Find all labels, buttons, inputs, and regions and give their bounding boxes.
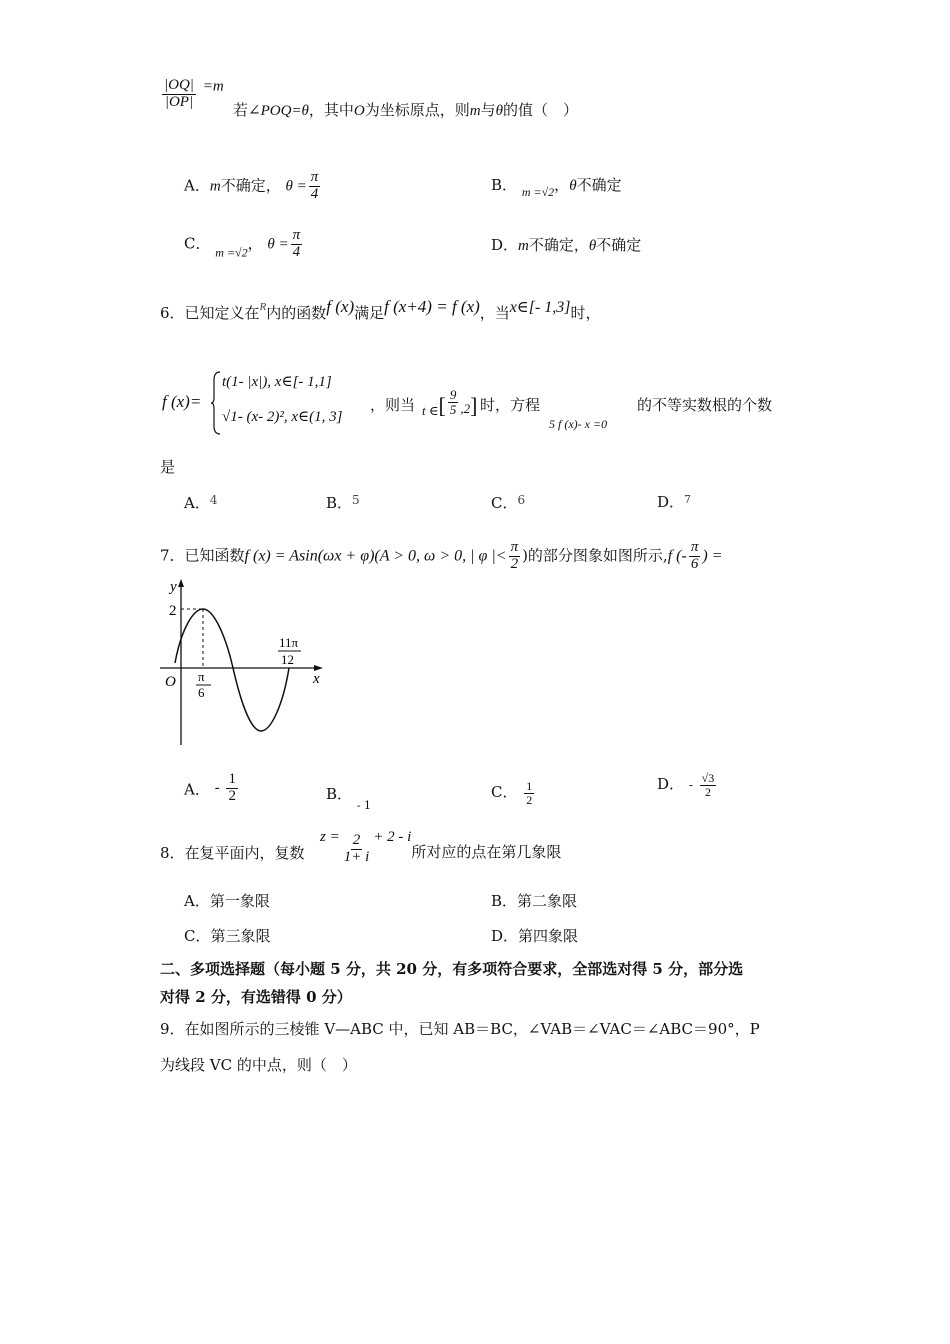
q6-option-b-value: 5	[352, 493, 360, 507]
q7-option-a-sign: -	[214, 778, 220, 797]
q6-r: R	[259, 301, 267, 313]
q8-expr	[320, 830, 561, 865]
q5-ratio-num: |OQ|	[164, 77, 194, 93]
q8-frac-num: 2	[352, 831, 361, 848]
q7-x-tick-num: π	[198, 669, 205, 684]
q8-option-d[interactable]	[491, 929, 578, 944]
q7-origin: O	[165, 674, 176, 690]
q5-option-a-den: 4	[310, 185, 319, 202]
q6-t-range: t ∈[ $\frac{9}{5}$ ,2]	[422, 387, 478, 419]
q5-option-b-theta: θ	[569, 178, 577, 194]
q7-x-label: x	[313, 671, 320, 687]
q6-option-a-label: A．	[184, 494, 210, 512]
q7-option-c-label: C．	[491, 783, 518, 802]
q8-option-d-label: D．	[491, 927, 519, 945]
q7-option-c-den: 2	[526, 792, 533, 807]
q7-option-b[interactable]	[326, 787, 371, 811]
q6-option-c-label: C．	[491, 494, 518, 512]
q7-graph	[155, 575, 335, 750]
q5-ratio-den: |OP|	[164, 93, 194, 110]
section2-heading-line1: 二、多项选择题（每小题 5 分，共 20 分，有多项符合要求，全部选对得 5 分，部分选	[160, 960, 744, 978]
q6-t1: 内的函数	[266, 304, 327, 322]
q5-eq-m: =m	[202, 78, 224, 95]
q5-stem-o: O	[353, 103, 365, 119]
q6-option-d-label: D．	[657, 493, 685, 511]
q8-text: 所对应的点在第几象限	[411, 843, 562, 861]
q5-stem-t5: 的值（ ）	[503, 101, 579, 119]
q6-piece-f	[162, 393, 201, 410]
q7-option-d[interactable]	[657, 772, 718, 798]
q5-stem-t4: 与	[480, 101, 496, 119]
q5-option-a-theta: θ =	[285, 178, 307, 195]
q6-interval: x∈[- 1,3]	[509, 299, 571, 316]
q6-fx: f (x)	[326, 297, 355, 316]
q7-stem	[160, 540, 722, 573]
q7-num: 7．已知函数	[160, 546, 245, 565]
q7-y-label: y	[170, 579, 177, 595]
q6-eq: f (x+4) = f (x)	[384, 297, 480, 316]
q7-option-d-sign: -	[688, 778, 693, 793]
q8-option-b[interactable]	[491, 894, 577, 909]
section2-heading-line2: 对得 2 分，有选错得 0 分）	[160, 988, 352, 1006]
q5-ratio	[160, 78, 224, 111]
q5-option-d-theta: θ	[588, 238, 597, 254]
q7-ask-den: 6	[690, 555, 699, 572]
q6-num: 6．已知定义在	[160, 304, 260, 322]
q7-option-d-den: 2	[704, 784, 711, 799]
q6-t6: 时，方程	[480, 396, 541, 414]
q6-piece-2: √1- (x- 2)², x∈(1, 3]	[222, 409, 343, 425]
q8-option-b-value: 第二象限	[517, 892, 578, 910]
q5-stem-m: m	[469, 103, 481, 119]
q7-text: )的部分图象如图所示,	[522, 546, 668, 565]
q5-option-c[interactable]	[184, 228, 304, 261]
q5-option-d-text2: 不确定	[596, 236, 642, 254]
q8-option-a[interactable]	[184, 894, 270, 909]
q6-brace-icon	[210, 370, 222, 436]
q6-option-a[interactable]	[184, 494, 217, 511]
q7-option-b-label: B．	[326, 785, 353, 803]
q6-option-b[interactable]	[326, 494, 360, 511]
q5-stem	[233, 103, 578, 119]
q7-y-arrow-icon	[178, 579, 184, 587]
q8-option-c-value: 第三象限	[210, 927, 271, 945]
q7-x-tick-den: 6	[198, 685, 205, 700]
q5-option-a-m: m	[209, 178, 221, 195]
q7-option-a-num: 1	[228, 771, 236, 787]
q5-option-c-den: 4	[292, 243, 301, 260]
q5-option-c-label: C．	[184, 234, 211, 253]
q6-option-b-label: B．	[326, 494, 353, 512]
q6-equation: 5 f (x)- x =0	[549, 417, 608, 431]
q8-option-a-label: A．	[184, 892, 210, 910]
q5-option-d-m: m	[518, 238, 529, 254]
q7-option-a-label: A．	[184, 780, 210, 799]
q6-piece-f-text: f (x)=	[162, 392, 202, 411]
q7-curve	[175, 609, 289, 731]
q6-t8: 是	[160, 458, 176, 476]
q7-ask-pre: f (-	[667, 547, 687, 565]
q5-option-d-label: D．	[491, 236, 519, 254]
q6-t-post: ,2	[460, 401, 471, 417]
q6-t2: 满足	[354, 304, 385, 322]
q5-option-c-num: π	[292, 227, 301, 243]
q5-stem-theta: θ	[495, 103, 504, 119]
q6-option-c-value: 6	[517, 493, 526, 507]
q5-option-a-text: 不确定，	[220, 176, 281, 195]
q6-t-pre: t ∈	[422, 403, 439, 419]
q5-stem-t2: ，其中	[308, 101, 354, 119]
q7-option-b-value: - 1	[356, 799, 372, 812]
q5-option-c-theta: θ =	[267, 236, 289, 253]
q7-pi-num: π	[510, 539, 519, 555]
q9-line1: 9．在如图所示的三棱锥 V—ABC 中，已知 AB＝BC，∠VAB＝∠VAC＝∠ABC＝90°，P	[160, 1020, 760, 1038]
q8-frac-den: 1+ i	[343, 848, 370, 865]
q6-option-d-value: 7	[684, 493, 692, 506]
q5-option-b-label: B．	[491, 176, 518, 194]
q5-stem-t3: 为坐标原点，则	[364, 101, 470, 119]
q5-option-b-m: m =√2	[521, 185, 555, 199]
q6-option-d[interactable]	[657, 494, 691, 510]
q7-x-tick2-num: 11π	[279, 635, 299, 650]
q5-option-a-num: π	[310, 169, 319, 185]
q6-when	[370, 398, 415, 413]
q7-ask-post: ) =	[702, 547, 723, 565]
q8-option-c[interactable]	[184, 929, 271, 944]
q5-option-d-text1: 不确定，	[528, 236, 589, 254]
q5-option-d[interactable]	[491, 238, 641, 254]
q8-tail: + 2 - i	[373, 829, 412, 845]
q8-option-a-value: 第一象限	[209, 892, 270, 910]
q6-t7: 的不等实数根的个数	[637, 396, 773, 414]
q6-piece-1: t(1- |x|), x∈[- 1,1]	[222, 374, 332, 390]
q7-func: f (x) = Asin(ωx + φ)(A > 0, ω > 0, | φ |<	[244, 547, 507, 565]
q8-option-d-value: 第四象限	[518, 927, 579, 945]
q7-ask-num: π	[690, 539, 699, 555]
q7-pi-den: 2	[510, 555, 519, 572]
q6-t5: ，则当	[370, 396, 416, 414]
q6-t-num: 9	[449, 387, 457, 402]
q6-t-den: 5	[449, 401, 457, 417]
q5-option-a[interactable]	[184, 170, 322, 203]
q7-option-d-label: D．	[657, 775, 685, 794]
q6-t3: ，当	[479, 304, 510, 322]
q7-option-d-num: √3	[701, 771, 715, 785]
q6-option-c[interactable]	[491, 494, 525, 511]
q7-option-c-num: 1	[526, 779, 533, 793]
q8-num: 8．在复平面内，复数	[160, 844, 305, 862]
q7-option-a[interactable]	[184, 772, 240, 805]
q7-x-tick2-den: 12	[281, 652, 294, 667]
q7-option-c[interactable]	[491, 780, 536, 806]
q7-option-a-den: 2	[228, 787, 236, 804]
q6-stem	[160, 298, 601, 321]
q5-option-a-label: A．	[184, 176, 210, 195]
q5-stem-eq: =θ	[291, 103, 309, 119]
q5-stem-poq: POQ	[260, 103, 292, 119]
q8-option-c-label: C．	[184, 927, 211, 945]
q5-option-b-text: 不确定	[576, 176, 622, 194]
q5-stem-t1: 若∠	[233, 101, 261, 119]
q7-y-tick: 2	[169, 603, 177, 619]
q9-line2: 为线段 VC 的中点，则（ ）	[160, 1056, 357, 1074]
q5-option-b[interactable]	[491, 178, 622, 198]
q8-z: z =	[320, 829, 340, 845]
q8-option-b-label: B．	[491, 892, 518, 910]
q5-option-b-sep: ，	[554, 176, 570, 194]
q6-t4: 时，	[570, 304, 601, 322]
q5-option-c-m: m =√2	[215, 245, 248, 260]
q5-option-c-sep: ，	[247, 234, 263, 253]
q6-option-a-value: 4	[209, 493, 218, 507]
